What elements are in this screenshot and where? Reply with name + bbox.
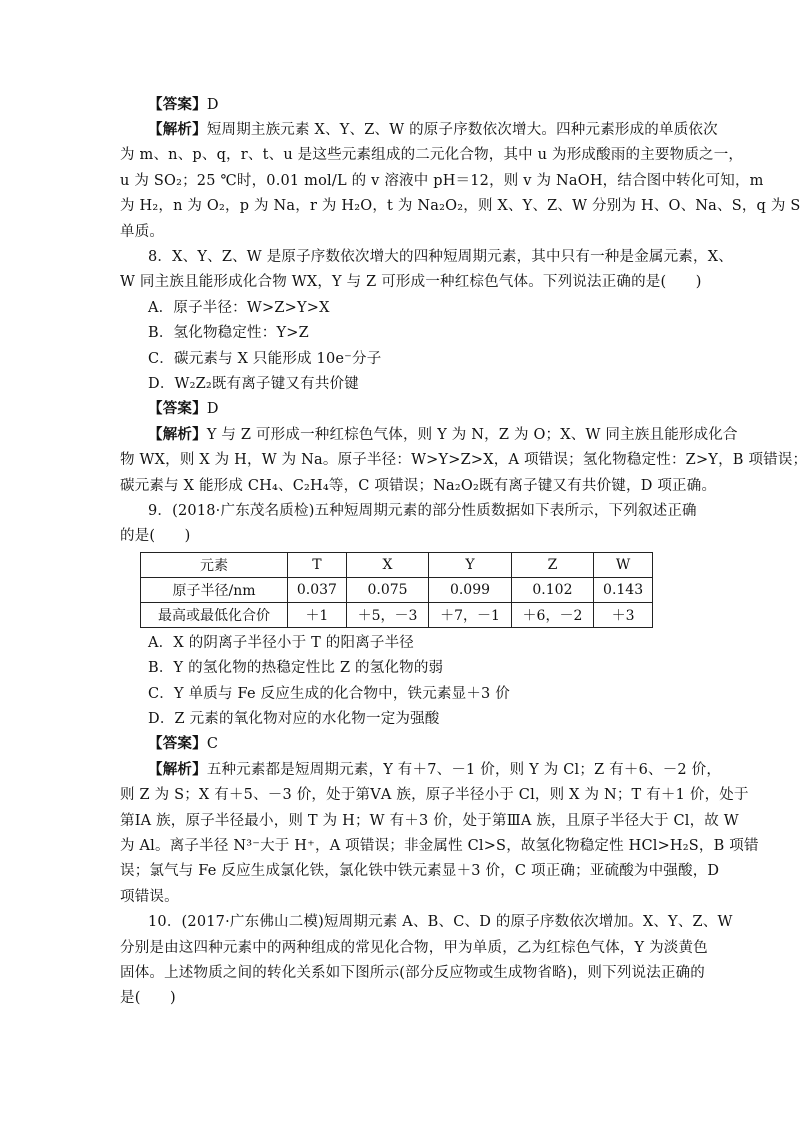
- question-10-stem: 10．(2017·广东佛山二模)短周期元素 A、B、C、D 的原子序数依次增加。X、Y、Z、W: [148, 914, 733, 930]
- analysis-line: 【解析】Y 与 Z 可形成一种红棕色气体，则 Y 为 N，Z 为 O；X、W 同主族且能形成化合: [148, 427, 738, 443]
- answer-line: 【答案】D: [148, 401, 219, 417]
- text-line: u 为 SO₂；25 ℃时，0.01 mol/L 的 v 溶液中 pH＝12，则 v 为 NaOH，结合图中转化可知，m: [120, 173, 764, 189]
- table-cell: ＋1: [288, 603, 347, 628]
- table-header-cell: 元素: [141, 553, 288, 578]
- text-line: 单质。: [120, 224, 165, 240]
- table-cell: 0.143: [594, 578, 653, 603]
- table-header-cell: Z: [511, 553, 593, 578]
- text-line: 项错误。: [120, 889, 179, 905]
- table-cell: ＋6，－2: [511, 603, 593, 628]
- table-row: [141, 578, 653, 603]
- question-9-stem: 9．(2018·广东茂名质检)五种短周期元素的部分性质数据如下表所示，下列叙述正确: [148, 503, 697, 519]
- table-header-cell: Y: [429, 553, 511, 578]
- text-line: 为 m、n、p、q，r、t、u 是这些元素组成的二元化合物，其中 u 为形成酸雨的主要物质之一，: [120, 147, 744, 163]
- text-line: 分别是由这四种元素中的两种组成的常见化合物，甲为单质，乙为红棕色气体，Y 为淡黄色: [120, 940, 708, 956]
- option-a: A．原子半径：W>Z>Y>X: [148, 300, 330, 316]
- text-line: 则 Z 为 S；X 有＋5、－3 价，处于第ⅤA 族，原子半径小于 Cl，则 X 为 N；T 有＋1 价，处于: [120, 787, 749, 803]
- option-c: C．Y 单质与 Fe 反应生成的化合物中，铁元素显＋3 价: [148, 686, 510, 702]
- table-cell: 0.075: [346, 578, 428, 603]
- text-line: 固体。上述物质之间的转化关系如下图所示(部分反应物或生成物省略)，则下列说法正确的: [120, 965, 706, 981]
- analysis-line: 【解析】五种元素都是短周期元素，Y 有＋7、－1 价，则 Y 为 Cl；Z 有＋6、－2 价，: [148, 762, 722, 778]
- text-line: 第ⅠA 族，原子半径最小，则 T 为 H；W 有＋3 价，处于第ⅢA 族，且原子半径大于 Cl，故 W: [120, 813, 739, 829]
- text-line: 物 WX，则 X 为 H，W 为 Na。原子半径：W>Y>Z>X，A 项错误；氢化物稳定性：Z>Y，B 项错误；: [120, 452, 807, 468]
- table-header-row: [141, 553, 653, 578]
- analysis-tag: 【解析】: [148, 122, 207, 138]
- table-cell: ＋5，－3: [346, 603, 428, 628]
- option-d: D．W₂Z₂既有离子键又有共价键: [148, 376, 359, 392]
- answer-tag: 【答案】: [148, 736, 207, 752]
- table-header-cell: W: [594, 553, 653, 578]
- option-d: D．Z 元素的氧化物对应的水化物一定为强酸: [148, 711, 440, 727]
- question-9-stem-cont: 的是( ): [120, 528, 191, 544]
- text-line: 为 H₂，n 为 O₂，p 为 Na，r 为 H₂O，t 为 Na₂O₂，则 X、Y、Z、W 分别为 H、O、Na、S，q 为 S: [120, 198, 801, 214]
- table-row: [141, 603, 653, 628]
- analysis-line: 【解析】短周期主族元素 X、Y、Z、W 的原子序数依次增大。四种元素形成的单质依次: [148, 122, 718, 138]
- question-8-stem-cont: W 同主族且能形成化合物 WX，Y 与 Z 可形成一种红棕色气体。下列说法正确的是( ): [120, 274, 702, 290]
- answer-line: 【答案】D: [148, 97, 219, 113]
- answer-tag: 【答案】: [148, 97, 207, 113]
- text-line: 为 Al。离子半径 N³⁻大于 H⁺，A 项错误；非金属性 Cl>S，故氢化物稳定性 HCl>H₂S，B 项错: [120, 838, 759, 854]
- table-cell: 0.102: [511, 578, 593, 603]
- option-a: A．X 的阴离子半径小于 T 的阳离子半径: [148, 635, 414, 651]
- table-cell: 0.099: [429, 578, 511, 603]
- table-header-cell: X: [346, 553, 428, 578]
- table-cell: ＋3: [594, 603, 653, 628]
- text-line: 碳元素与 X 能形成 CH₄、C₂H₄等，C 项错误；Na₂O₂既有离子键又有共价键，D 项正确。: [120, 478, 717, 494]
- analysis-tag: 【解析】: [148, 762, 207, 778]
- table-header-cell: T: [288, 553, 347, 578]
- answer-line: 【答案】C: [148, 736, 219, 752]
- table-cell: ＋7，－1: [429, 603, 511, 628]
- option-c: C．碳元素与 X 只能形成 10e⁻分子: [148, 351, 382, 367]
- text-line: 是( ): [120, 990, 176, 1006]
- table-cell: 0.037: [288, 578, 347, 603]
- question-8-stem: 8．X、Y、Z、W 是原子序数依次增大的四种短周期元素，其中只有一种是金属元素，X、: [148, 249, 733, 265]
- text-line: 误；氯气与 Fe 反应生成氯化铁，氯化铁中铁元素显＋3 价，C 项正确；亚硫酸为中强酸，D: [120, 863, 720, 879]
- analysis-tag: 【解析】: [148, 427, 207, 443]
- option-b: B．Y 的氢化物的热稳定性比 Z 的氢化物的弱: [148, 660, 444, 676]
- element-property-table: [140, 552, 653, 628]
- table-cell: 原子半径/nm: [141, 578, 288, 603]
- answer-tag: 【答案】: [148, 401, 207, 417]
- option-b: B．氢化物稳定性：Y>Z: [148, 325, 309, 341]
- table-cell: 最高或最低化合价: [141, 603, 288, 628]
